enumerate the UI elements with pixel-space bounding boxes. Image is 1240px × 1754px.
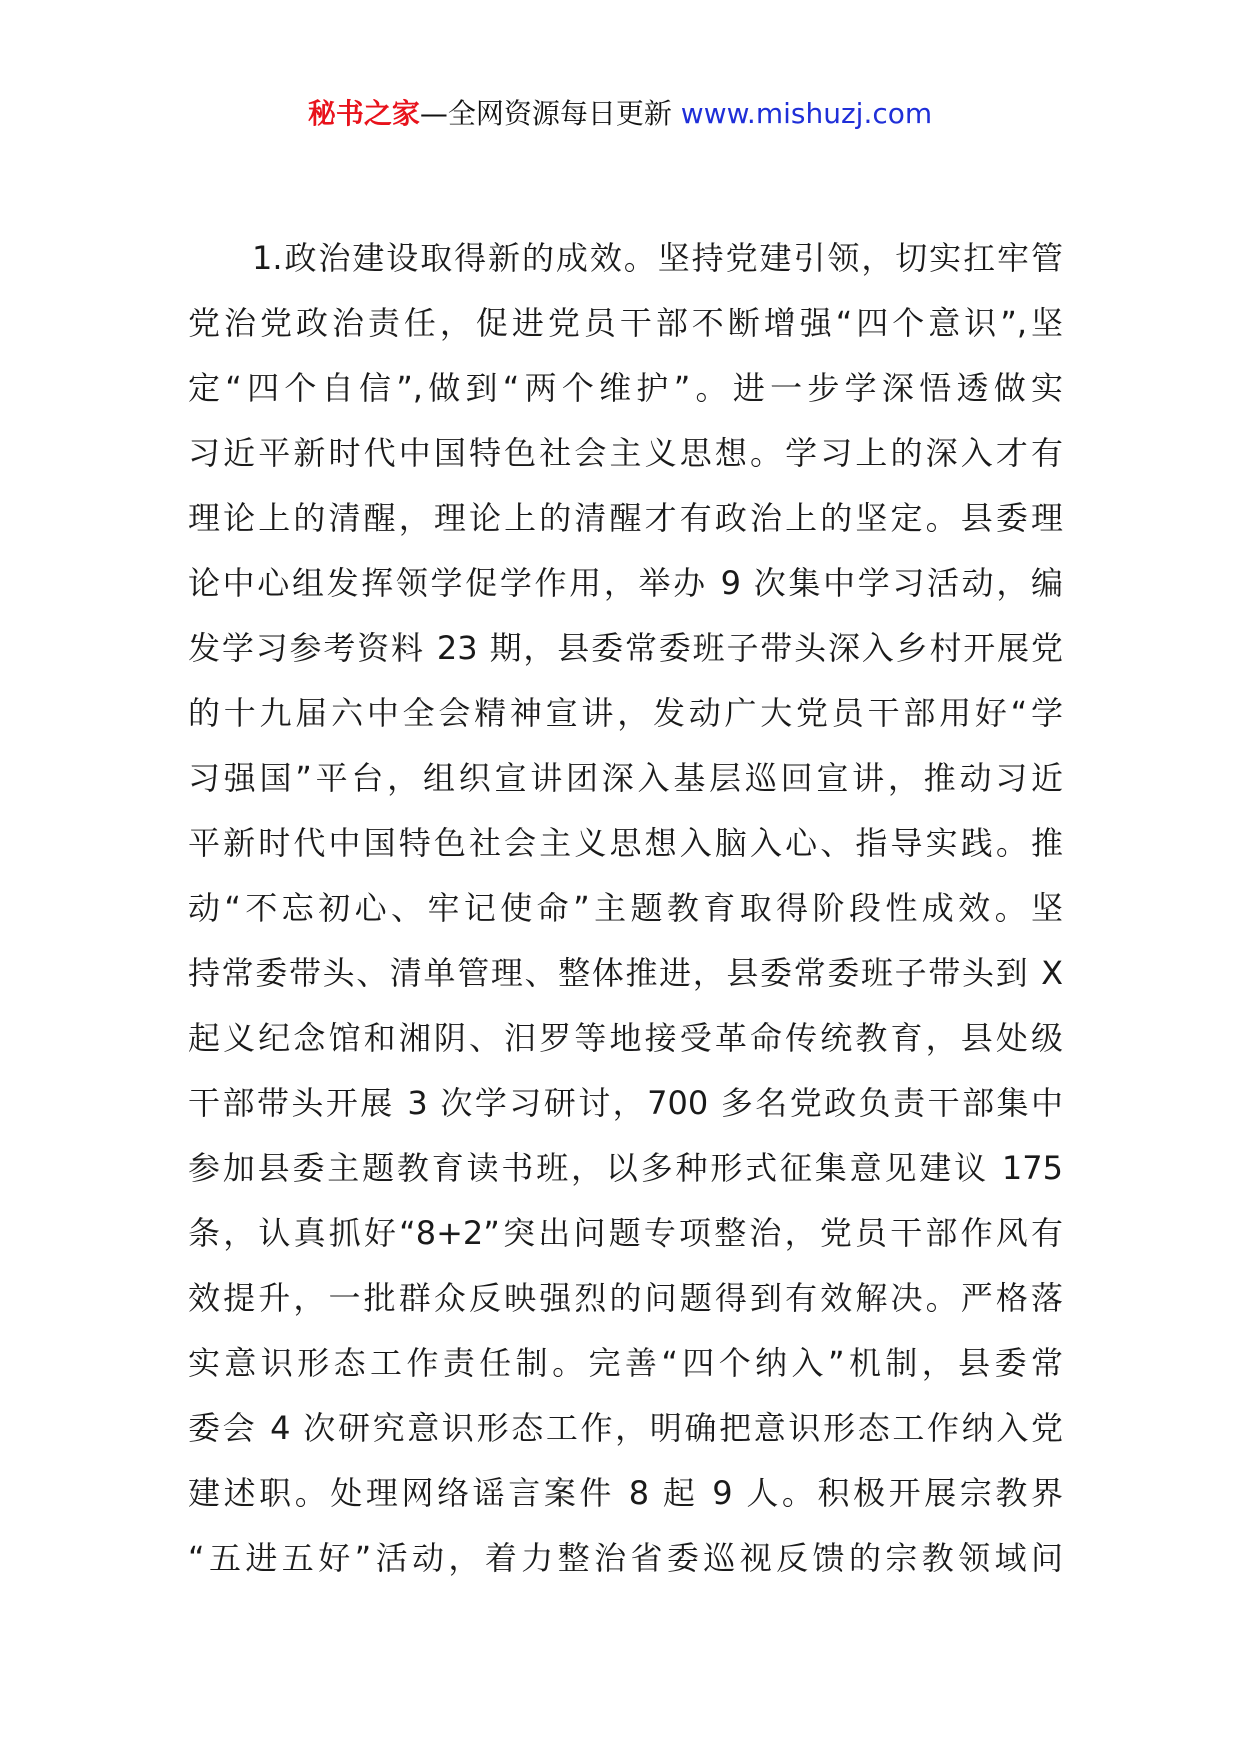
body-line: 动“不忘初心、牢记使命”主题教育取得阶段性成效。坚 xyxy=(188,889,1063,927)
body-line: 参加县委主题教育读书班，以多种形式征集意见建议 175 xyxy=(188,1149,1063,1187)
body-line: 党治党政治责任，促进党员干部不断增强“四个意识”,坚 xyxy=(188,304,1063,342)
document-body xyxy=(188,226,1063,1591)
body-line: 实意识形态工作责任制。完善“四个纳入”机制，县委常 xyxy=(188,1344,1063,1382)
body-line: 持常委带头、清单管理、整体推进，县委常委班子带头到 X xyxy=(188,954,1063,992)
header-tagline: —全网资源每日更新 xyxy=(419,97,672,130)
body-line: 习近平新时代中国特色社会主义思想。学习上的深入才有 xyxy=(188,434,1063,472)
site-url-link[interactable]: www.mishuzj.com xyxy=(680,97,933,130)
body-line: 理论上的清醒，理论上的清醒才有政治上的坚定。县委理 xyxy=(188,499,1063,537)
body-line: 1.政治建设取得新的成效。坚持党建引领，切实扛牢管 xyxy=(252,239,1063,277)
body-line: “五进五好”活动，着力整治省委巡视反馈的宗教领域问 xyxy=(188,1539,1063,1577)
body-line: 论中心组发挥领学促学作用，举办 9 次集中学习活动，编 xyxy=(188,564,1063,602)
body-line: 条，认真抓好“8+2”突出问题专项整治，党员干部作风有 xyxy=(188,1214,1063,1252)
brand-name: 秘书之家 xyxy=(307,97,420,130)
body-line: 发学习参考资料 23 期，县委常委班子带头深入乡村开展党 xyxy=(188,629,1063,667)
body-line: 委会 4 次研究意识形态工作，明确把意识形态工作纳入党 xyxy=(188,1409,1063,1447)
body-line: 习强国”平台，组织宣讲团深入基层巡回宣讲，推动习近 xyxy=(188,759,1063,797)
site-header xyxy=(0,94,1240,134)
body-line: 干部带头开展 3 次学习研讨，700 多名党政负责干部集中 xyxy=(188,1084,1063,1122)
body-line: 建述职。处理网络谣言案件 8 起 9 人。积极开展宗教界 xyxy=(188,1474,1063,1512)
body-line: 起义纪念馆和湘阴、汨罗等地接受革命传统教育，县处级 xyxy=(188,1019,1063,1057)
body-line: 平新时代中国特色社会主义思想入脑入心、指导实践。推 xyxy=(188,824,1063,862)
body-line: 效提升，一批群众反映强烈的问题得到有效解决。严格落 xyxy=(188,1279,1063,1317)
body-line: 定“四个自信”,做到“两个维护”。进一步学深悟透做实 xyxy=(188,369,1063,407)
body-line: 的十九届六中全会精神宣讲，发动广大党员干部用好“学 xyxy=(188,694,1063,732)
